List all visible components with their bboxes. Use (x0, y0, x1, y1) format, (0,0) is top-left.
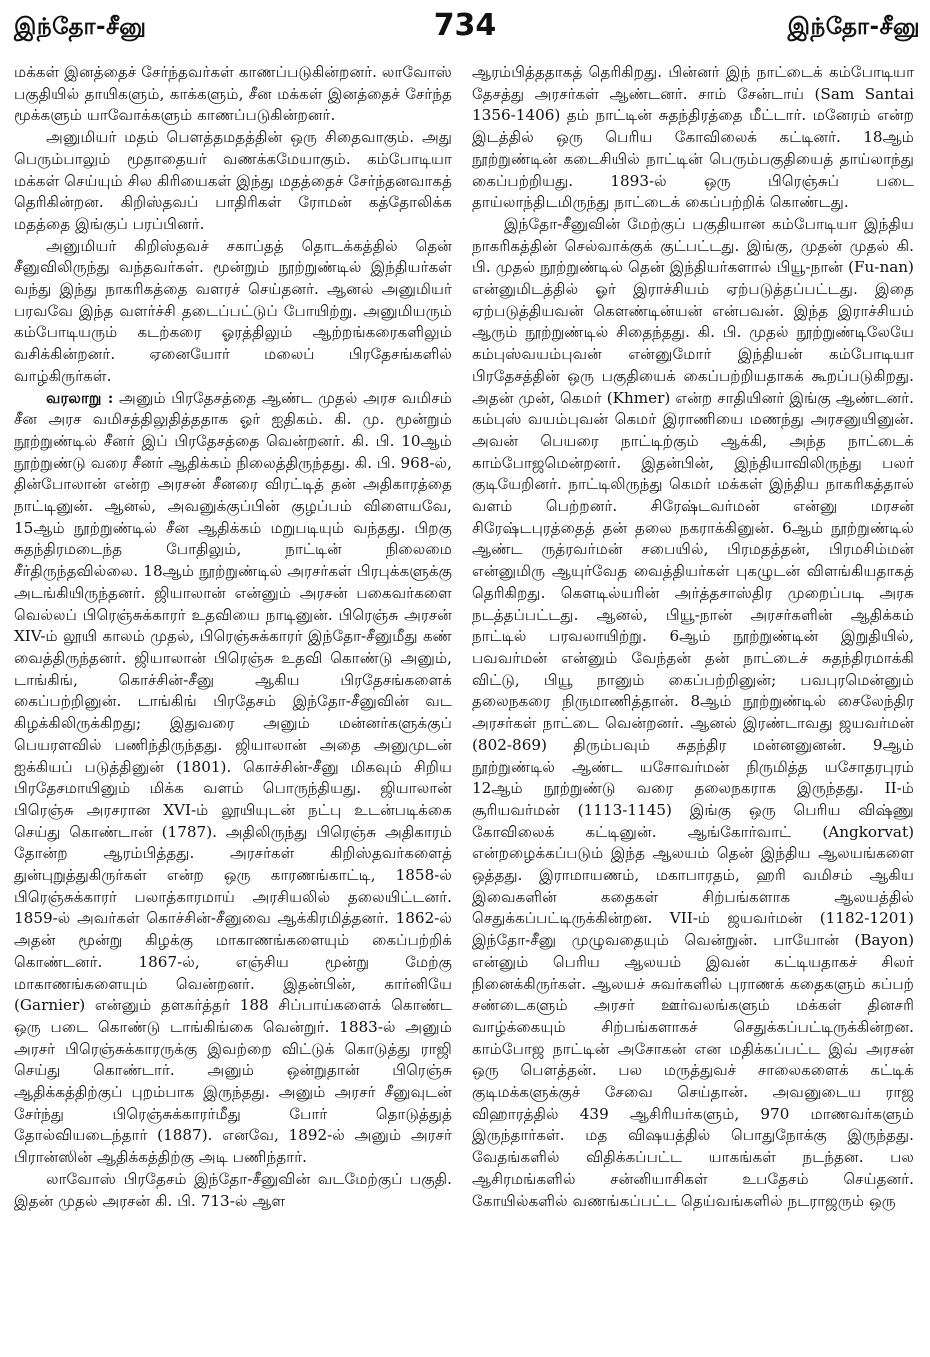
running-head-right: இந்தோ-சீனு (787, 14, 920, 40)
running-head-left: இந்தோ-சீனு (14, 14, 147, 40)
paragraph-text: அனும் பிரதேசத்தை ஆண்ட முதல் அரச வமிசம் சீன அரச வமிசத்திலுதித்ததாக ஓர் ஐதிகம். கி. மு. மூன்றும் நூற்றுண்டில் சீனர் இப் பிரதேசத்தை வென்றனர். கி. பி. 10ஆம் நூற்றுண்டு வரை சீனர் ஆதிக்கம் நிலைத்திருந்தது. கி. பி. 968-ல், தின்போலான் என்ற அரசன் சீனரை விரட்டித் தன் அதிகாரத்தை நாட்டினுன். ஆனல், அவனுக்குப்பின் குழப்பம் விளையவே, 15ஆம் நூற்றுண்டில் சீன ஆதிக்கம் மறுபடியும் வந்தது. பிறகு சுதந்திரமடைந்த போதிலும், நாட்டின் நிலைமை சீர்திருந்தவில்லை. 18ஆம் நூற்றுண்டில் அரசர்கள் பிரபுக்களுக்கு அடங்கியிருந்தனர். ஜியாலான் என்னும் அரசன் பகைவர்களை வெல்லப் பிரெஞ்சுக்காரர் உதவியை நாடினுன். பிரெஞ்சு அரசன் XIV-ம் லூயி காலம் முதல், பிரெஞ்சுக்காரர் இந்தோ-சீனுமீது கண் வைத்திருந்தனர். ஜியாலான் பிரெஞ்சு உதவி கொண்டு அனும், டாங்கிங், கொச்சின்-சீனு ஆகிய பிரதேசங்களைக் கைப்பற்றினுன். டாங்கிங் பிரதேசம் இந்தோ-சீனுவின் வட கிழக்கிலிருக்கிறது; இதுவரை அனும் மன்னர்களுக்குப் பெயரளவில் பணிந்திருந்தது. ஜியாலான் அதை அனுமுடன் ஐக்கியப் படுத்தினுன் (1801). கொச்சின்-சீனு மிகவும் சிறிய பிரதேசமாயினும் மிக்க வளம் பொருந்தியது. ஜியாலான் பிரெஞ்சு அரசரான XVI-ம் லூயியுடன் நட்பு உடன்படிக்கை செய்து கொண்டான் (1787). அதிலிருந்து பிரெஞ்சு அதிகாரம் தோன்ற ஆரம்பித்தது. அரசர்கள் கிறிஸ்தவர்களைத் துன்புறுத்துகிருர்கள் என்ற ஒரு காரணங்காட்டி, 1858-ல் பிரெஞ்சுக்காரர் பலாத்காரமாய் அரசியலில் தலையிட்டனர். 1859-ல் அவர்கள் கொச்சின்-சீனுவை ஆக்கிரமித்தனர். 1862-ல் அதன் மூன்று கிழக்கு மாகாணங்களையும் கைப்பற்றிக் கொண்டனர். 1867-ல், எஞ்சிய மூன்று மேற்கு மாகாணங்களையும் வென்றனர். இதன்பின், கார்னியே (Garnier) என்னும் தளகர்த்தர் 188 சிப்பாய்களைக் கொண்ட ஒரு படை கொண்டு டாங்கிங்கை வென்றுர். 1883-ல் அனும் அரசர் பிரெஞ்சுக்காரருக்கு இவற்றை விட்டுக் கொடுத்து ராஜி செய்து கொண்டார். அனும் ஒன்றுதான் பிரெஞ்சு ஆதிக்கத்திற்குப் புறம்பாக இருந்தது. அனும் அரசர் சீனுவுடன் சேர்ந்து பிரெஞ்சுக்காரர்மீது போர் தொடுத்துத் தோல்வியடைந்தார் (1887). எனவே, 1892-ல் அனும் அரசர் பிரான்ஸின் ஆதிக்கத்திற்கு அடி பணிந்தார். (14, 388, 452, 1167)
left-column (14, 62, 452, 1352)
page-header (0, 0, 930, 60)
paragraph: அனுமியர் மதம் பௌத்தமதத்தின் ஒரு சிதைவாகும். அது பெரும்பாலும் மூதாதையர் வணக்கமேயாகும். கம்போடியா மக்கள் செய்யும் சில கிரியைகள் இந்து மதத்தைச் சேர்ந்தனவாகத் தெரிகின்றன. கிறிஸ்தவப் பாதிரிகள் ரோமன் கத்தோலிக்க மதத்தை இங்குப் பரப்பினர். (14, 128, 452, 233)
paragraph: அனுமியர் கிறிஸ்தவச் சகாப்தத் தொடக்கத்தில் தென் சீனுவிலிருந்து வந்தவர்கள். மூன்றும் நூற்றுண்டில் இந்தியர்கள் வந்து இந்து நாகரிகத்தை வளரச் செய்தனர். ஆனல் அனுமியர் பரவவே இந்த வளர்ச்சி தடைப்பட்டுப் போயிற்று. அனுமியரும் கம்போடியரும் கடற்கரை ஓரத்திலும் ஆற்றங்கரைகளிலும் வசிக்கின்றனர். ஏனையோர் மலைப் பிரதேசங்களில் வாழ்கிருர்கள். (14, 236, 452, 385)
paragraph: லாவோஸ் பிரதேசம் இந்தோ-சீனுவின் வடமேற்குப் பகுதி. இதன் முதல் அரசன் கி. பி. 713-ல் ஆள (14, 1169, 452, 1210)
paragraph: இந்தோ-சீனுவின் மேற்குப் பகுதியான கம்போடியா இந்திய நாகரிகத்தின் செல்வாக்குக் குட்பட்டது. இங்கு, முதன் முதல் கி. பி. முதல் நூற்றுண்டில் தென் இந்தியர்களால் பியூ-நான் (Fu-nan) என்னுமிடத்தில் ஓர் இராச்சியம் ஏற்படுத்தப்பட்டது. இதை ஏற்படுத்தியவன் கௌண்டின்யன் என்பவன். இந்த இராச்சியம் ஆரும் நூற்றுண்டில் சிதைந்தது. கி. பி. முதல் நூற்றுண்டிலேயே கம்புஸ்வயம்புவன் என்னுமோர் இந்தியன் கம்போடியா பிரதேசத்தின் ஒரு பகுதியைக் கைப்பற்றியதாகக் கூறப்படுகிறது. அதன் முன், கெமர் (Khmer) என்ற சாதியினர் இங்கு ஆண்டனர். கம்புஸ் வயம்புவன் கெமர் இராணியை மணந்து அரசனுயினுன். அவன் பெயரை நாட்டிற்கும் ஆக்கி, அந்த நாட்டைக் காம்போஜமென்றனர். இதன்பின், இந்தியாவிலிருந்து பலர் குடியேறினர். நாட்டிலிருந்து கெமர் மக்கள் இந்திய நாகரிகத்தால் வளம் பெற்றனர். சிரேஷ்டவர்மன் என்னு மரசன் சிரேஷ்டபுரத்தைத் தன் தலை நகராக்கினுன். 6ஆம் நூற்றுண்டில் ஆண்ட ருத்ரவர்மன் சபையில், பிரமதத்தன், பிரமசிம்மன் என்னுமிரு ஆயுர்வேத வைத்தியர்கள் புகழுடன் விளங்கியதாகத் தெரிகிறது. கௌடில்யரின் அர்த்தசாஸ்திர முறைப்படி அரசு நடத்தப்பட்டது. ஆனல், பியூ-நான் அரசர்களின் ஆதிக்கம் நாட்டில் பரவலாயிற்று. 6ஆம் நூற்றுண்டின் இறுதியில், பவவர்மன் என்னும் வேந்தன் தன் நாட்டைச் சுதந்திரமாக்கி விட்டு, பியூ நானும் கைப்பற்றினுன்; பவபுரமென்னும் தலைநகரை நிருமாணித்தான். 8ஆம் நூற்றுண்டில் சைலேந்திர அரசர்கள் நாட்டை வென்றனர். ஆனல் இரண்டாவது ஜயவர்மன் (802-869) திரும்பவும் சுதந்திர மன்னனுனன். 9ஆம் நூற்றுண்டில் ஆண்ட யசோவர்மன் நிருமித்த யசோதரபுரம் 12ஆம் நூற்றுண்டு வரை தலைநகராக இருந்தது. II-ம் சூரியவர்மன் (1113-1145) இங்கு ஒரு பெரிய விஷ்ணு கோவிலைக் கட்டினுன். ஆங்கோர்வாட் (Angkorvat) என்றழைக்கப்படும் இந்த ஆலயம் தென் இந்திய ஆலயங்களை ஒத்தது. இராமாயணம், மகாபாரதம், ஹரி வமிசம் ஆகிய இவைகளின் கதைகள் சிற்பங்களாக ஆலயத்தில் செதுக்கப்பட்டிருக்கின்றன. VII-ம் ஜயவர்மன் (1182-1201) இந்தோ-சீனு முழுவதையும் வென்றுன். பாயோன் (Bayon) என்னும் பெரிய ஆலயம் இவன் கட்டியதாகச் சிலர் நினைக்கிருர்கள். ஆலயச் சுவர்களில் புராணக் கதைகளும் கப்பற் சண்டைகளும் அரசர் ஊர்வலங்களும் மக்கள் தினசரி வாழ்க்கையும் சிற்பங்களாகச் செதுக்கப்பட்டிருக்கின்றன. காம்போஜ நாட்டின் அசோகன் என மதிக்கப்பட்ட இவ் அரசன் ஒரு பௌத்தன். பல மருத்துவச் சாலைகளைக் கட்டிக் குடிமக்களுக்குச் சேவை செய்தான். அவனுடைய ராஜ விஹாரத்தில் 439 ஆசிரியர்களும், 970 மாணவர்களும் இருந்தார்கள். மத விஷயத்தில் பொதுநோக்கு இருந்தது. வேதங்களில் விதிக்கப்பட்ட யாகங்கள் நடந்தன. பல ஆசிரமங்களில் சன்னியாசிகள் உபதேசம் செய்தனர். கோயில்களில் வணங்கப்பட்ட தெய்வங்களில் நடராஜரும் ஒரு (472, 214, 914, 1210)
paragraph: ஆரம்பித்ததாகத் தெரிகிறது. பின்னர் இந் நாட்டைக் கம்போடியா தேசத்து அரசர்கள் ஆண்டனர். சாம் சேன்டாய் (Sam Santai 1356-1406) தம் நாட்டின் சுதந்திரத்தை மீட்டார். மனேரம் என்ற இடத்தில் ஒரு பெரிய கோவிலைக் கட்டினர். 18ஆம் நூற்றுண்டின் கடைசியில் நாட்டின் பெரும்பகுதியைத் தாய்லாந்து கைப்பற்றியது. 1893-ல் ஒரு பிரெஞ்சுப் படை தாய்லாந்திடமிருந்து நாட்டைக் கைப்பற்றிக் கொண்டது. (472, 63, 914, 212)
paragraph: மக்கள் இனத்தைச் சேர்ந்தவர்கள் காணப்படுகின்றனர். லாவோஸ் பகுதியில் தாயிகளும், காக்களும், சீன மக்கள் இனத்தைச் சேர்ந்த மூக்களும் யாவோக்களும் காணப்படுகின்றனர். (14, 63, 452, 125)
page-number: 734 (433, 8, 497, 43)
history-paragraph (14, 388, 452, 1169)
right-column (472, 62, 914, 1352)
section-heading-history: வரலாறு : (46, 388, 114, 407)
